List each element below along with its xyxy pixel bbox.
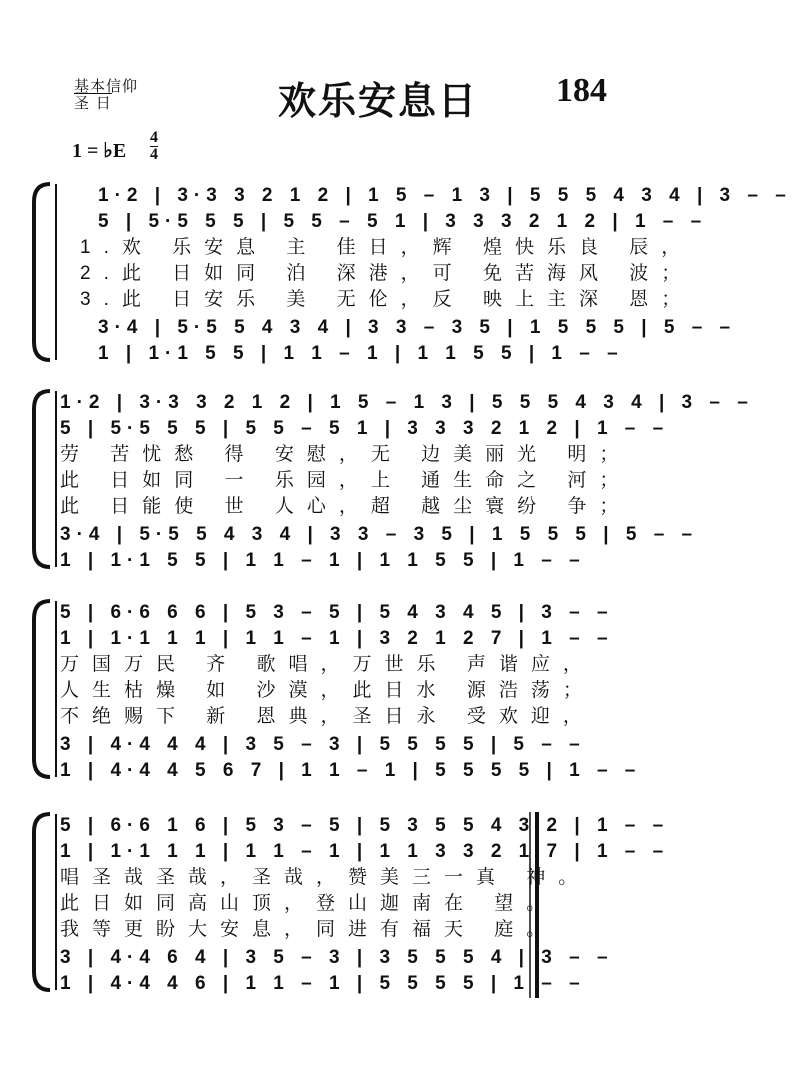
system-brace [12, 599, 62, 779]
verse-1-line [60, 651, 660, 679]
key-signature: 1 = ♭E [72, 140, 127, 162]
tenor-line [60, 521, 699, 549]
verse-1-text: 1.欢 乐安息 主 佳日，辉 煌快乐良 辰， [80, 237, 694, 258]
verse-1-text: 万国万民 齐 歌唱，万世乐 声谐应， [60, 654, 595, 675]
bass-line [60, 340, 660, 368]
time-signature [150, 130, 158, 163]
verse-1-line [60, 441, 660, 469]
bass-line [60, 757, 660, 785]
verse-3-text: 不绝赐下 新 恩典，圣日永 受欢迎， [60, 706, 595, 727]
verse-1-text: 劳 苦忧愁 得 安慰，无 边美丽光 明； [60, 444, 632, 465]
soprano-line [60, 389, 754, 417]
tenor-line [60, 944, 660, 972]
alto-line [60, 415, 670, 443]
verse-2-line [60, 467, 660, 495]
verse-2-text: 此日如同高山顶，登山迦南在 望。 [60, 893, 559, 914]
bass-notes: 1 | 4·4 4 5 6 7 | 1 1 – 1 | 5 5 5 5 | 1 – – [60, 760, 642, 781]
verse-3-text: 此 日能使 世 人心，超 越尘寰纷 争； [60, 496, 632, 517]
hymn-title: 欢乐安息日 [278, 79, 479, 123]
time-top: 4 [150, 129, 158, 146]
verse-3-line [60, 493, 660, 521]
bass-notes: 1 | 1·1 5 5 | 1 1 – 1 | 1 1 5 5 | 1 – – [60, 550, 586, 571]
verse-2-line [60, 677, 660, 705]
bass-line [60, 970, 660, 998]
system-brace [12, 182, 62, 362]
verse-2-text: 此 日如同 一 乐园，上 通生命之 河； [60, 470, 632, 491]
verse-3-line [60, 916, 660, 944]
tenor-notes: 3 | 4·4 6 4 | 3 5 – 3 | 3 5 5 5 4 | 3 – – [60, 947, 614, 968]
soprano-line [60, 599, 660, 627]
soprano-notes: 1·2 | 3·3 3 2 1 2 | 1 5 – 1 3 | 5 5 5 4 3 4 | 3 – – [98, 185, 792, 206]
soprano-line [60, 812, 670, 840]
soprano-line [60, 182, 792, 210]
tenor-notes: 3·4 | 5·5 5 4 3 4 | 3 3 – 3 5 | 1 5 5 5 | 5 – – [98, 317, 737, 338]
time-bottom: 4 [150, 146, 158, 163]
system-brace [12, 389, 62, 569]
alto-notes: 5 | 5·5 5 5 | 5 5 – 5 1 | 3 3 3 2 1 2 | 1 – – [98, 211, 708, 232]
tenor-notes: 3 | 4·4 4 4 | 3 5 – 3 | 5 5 5 5 | 5 – – [60, 734, 586, 755]
hymn-category [74, 78, 138, 112]
soprano-notes: 5 | 6·6 6 6 | 5 3 – 5 | 5 4 3 4 5 | 3 – – [60, 602, 614, 623]
bass-notes: 1 | 4·4 4 6 | 1 1 – 1 | 5 5 5 5 | 1 – – [60, 973, 586, 994]
verse-3-text: 3.此 日安乐 美 无伦，反 映上主深 恩； [80, 289, 694, 310]
category-top: 基本信仰 [74, 77, 139, 95]
verse-3-line [60, 703, 660, 731]
hymn-number: 184 [556, 72, 607, 109]
category-bottom: 圣 日 [74, 94, 112, 112]
verse-2-text: 人生枯燥 如 沙漠，此日水 源浩荡； [60, 680, 595, 701]
bass-line [60, 547, 660, 575]
final-barline [528, 812, 542, 998]
bass-notes: 1 | 1·1 5 5 | 1 1 – 1 | 1 1 5 5 | 1 – – [98, 343, 624, 364]
alto-line [60, 838, 670, 866]
alto-line [60, 208, 708, 236]
verse-3-text: 我等更盼大安息，同进有福天 庭。 [60, 919, 559, 940]
tenor-line [60, 314, 737, 342]
soprano-notes: 5 | 6·6 1 6 | 5 3 – 5 | 5 3 5 5 4 3 2 | 1 – – [60, 815, 670, 836]
tenor-notes: 3·4 | 5·5 5 4 3 4 | 3 3 – 3 5 | 1 5 5 5 | 5 – – [60, 524, 699, 545]
verse-2-text: 2.此 日如同 泊 深港，可 免苦海风 波； [80, 263, 694, 284]
soprano-notes: 1·2 | 3·3 3 2 1 2 | 1 5 – 1 3 | 5 5 5 4 3 4 | 3 – – [60, 392, 754, 413]
alto-line [60, 625, 660, 653]
verse-1-text: 唱圣哉圣哉，圣哉，赞美三一真 神。 [60, 867, 591, 888]
alto-notes: 5 | 5·5 5 5 | 5 5 – 5 1 | 3 3 3 2 1 2 | 1 – – [60, 418, 670, 439]
tenor-line [60, 731, 660, 759]
verse-3-line [60, 286, 694, 314]
verse-1-line [60, 864, 660, 892]
verse-1-line [60, 234, 694, 262]
verse-2-line [60, 260, 694, 288]
alto-notes: 1 | 1·1 1 1 | 1 1 – 1 | 1 1 3 3 2 1 7 | 1 – – [60, 841, 670, 862]
verse-2-line [60, 890, 660, 918]
alto-notes: 1 | 1·1 1 1 | 1 1 – 1 | 3 2 1 2 7 | 1 – – [60, 628, 614, 649]
system-brace [12, 812, 62, 992]
